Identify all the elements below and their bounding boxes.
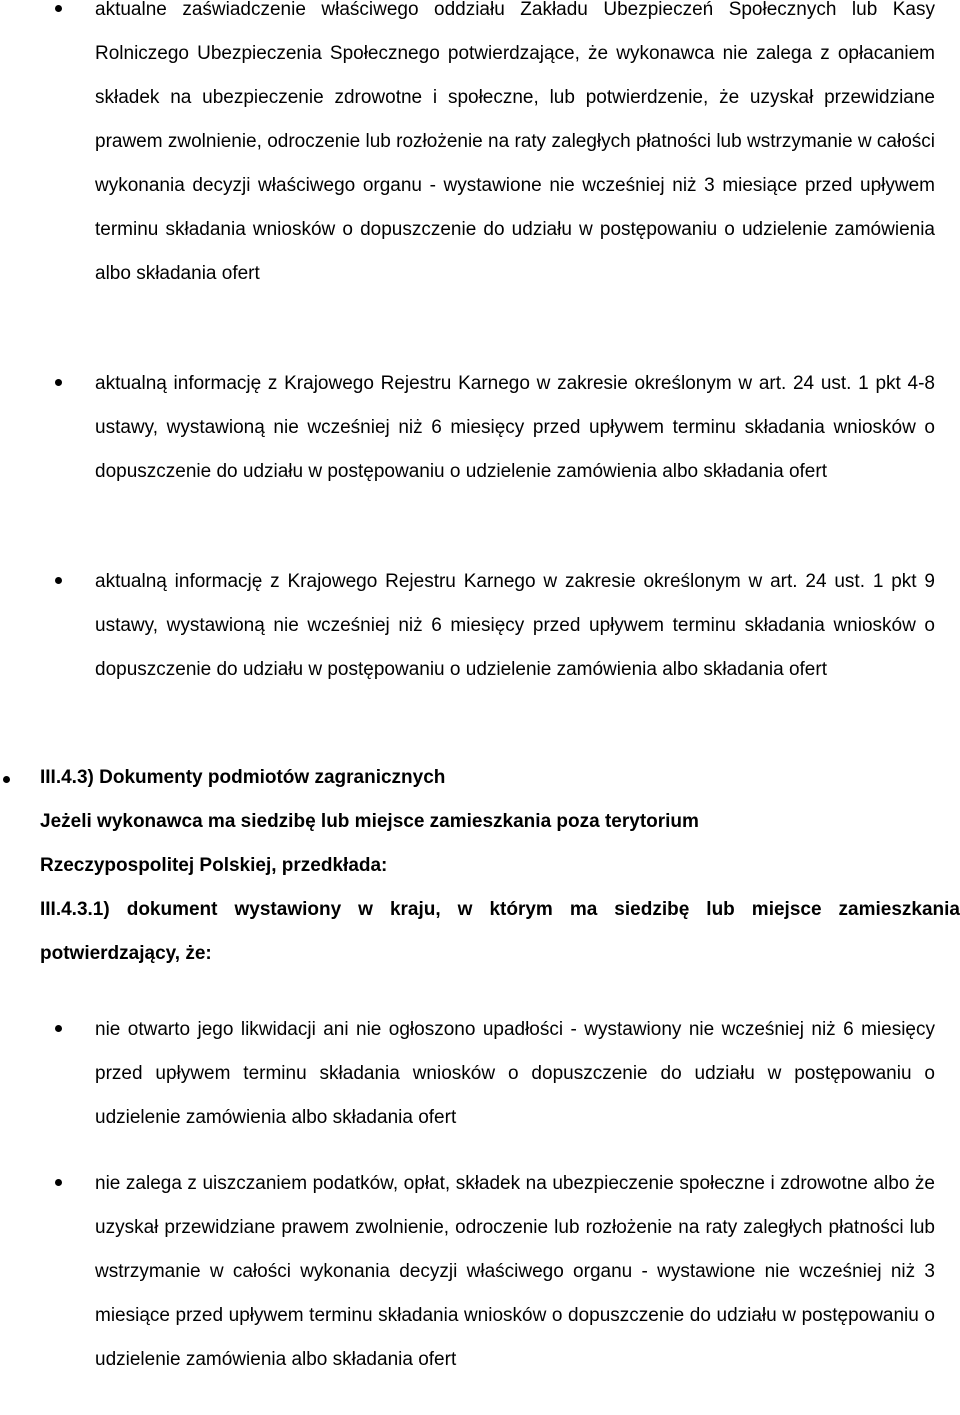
list-item-text: aktualne zaświadczenie właściwego oddziału Zakładu Ubezpieczeń Społecznych lub Kasy Rolniczego Ubezpieczenia Społecznego potwierdzające, że wykonawca nie zalega z opłacaniem składek na ubezpieczenie zdrowotne i społeczne, lub potwierdzenie, że uzyskał przewidziane prawem zwolnienie, odroczenie lub rozłożenie na raty zaległych płatności lub wstrzymanie w całości wykonania decyzji właściwego organu - wystawione nie wcześniej niż 3 miesiące przed upływem terminu składania wniosków o dopuszczenie do udziału w postępowaniu o udzielenie zamówienia albo składania ofert xyxy=(95,0,935,284)
list-item xyxy=(95,1008,935,1140)
list-item xyxy=(95,362,935,494)
section-bullet-icon xyxy=(3,776,10,783)
section-heading: III.4.3) Dokumenty podmiotów zagranicznych xyxy=(40,767,446,788)
list-item-text: nie otwarto jego likwidacji ani nie ogłoszono upadłości - wystawiony nie wcześniej niż 6 miesięcy przed upływem terminu składania wniosków o dopuszczenie do udziału w postępowaniu o udzielenie zamówienia albo składania ofert xyxy=(95,1019,935,1128)
bullet-icon xyxy=(55,5,62,12)
bullet-icon xyxy=(55,577,62,584)
list-item xyxy=(95,560,935,692)
section-intro: Jeżeli wykonawca ma siedzibę lub miejsce zamieszkania poza terytorium Rzeczypospolitej Polskiej, przedkłada: xyxy=(40,811,699,876)
list-item-text: aktualną informację z Krajowego Rejestru Karnego w zakresie określonym w art. 24 ust. 1 pkt 9 ustawy, wystawioną nie wcześniej niż 6 miesięcy przed upływem terminu składania wniosków o dopuszczenie do udziału w postępowaniu o udzielenie zamówienia albo składania ofert xyxy=(95,571,935,680)
list-item-text: nie zalega z uiszczaniem podatków, opłat, składek na ubezpieczenie społeczne i zdrowotne albo że uzyskał przewidziane prawem zwolnienie, odroczenie lub rozłożenie na raty zaległych płatności lub wstrzymanie w całości wykonania decyzji właściwego organu - wystawione nie wcześniej niż 3 miesiące przed upływem terminu składania wniosków o dopuszczenie do udziału w postępowaniu o udzielenie zamówienia albo składania ofert xyxy=(95,1173,935,1370)
bullet-icon xyxy=(55,1179,62,1186)
bullet-icon xyxy=(55,379,62,386)
section-subheading: III.4.3.1) dokument wystawiony w kraju, w którym ma siedzibę lub miejsce zamieszkania potwierdzający, że: xyxy=(40,899,960,964)
bullet-icon xyxy=(55,1025,62,1032)
list-item xyxy=(95,1162,935,1382)
list-item-text: aktualną informację z Krajowego Rejestru Karnego w zakresie określonym w art. 24 ust. 1 pkt 4-8 ustawy, wystawioną nie wcześniej niż 6 miesięcy przed upływem terminu składania wniosków o dopuszczenie do udziału w postępowaniu o udzielenie zamówienia albo składania ofert xyxy=(95,373,935,482)
list-item xyxy=(95,0,935,296)
